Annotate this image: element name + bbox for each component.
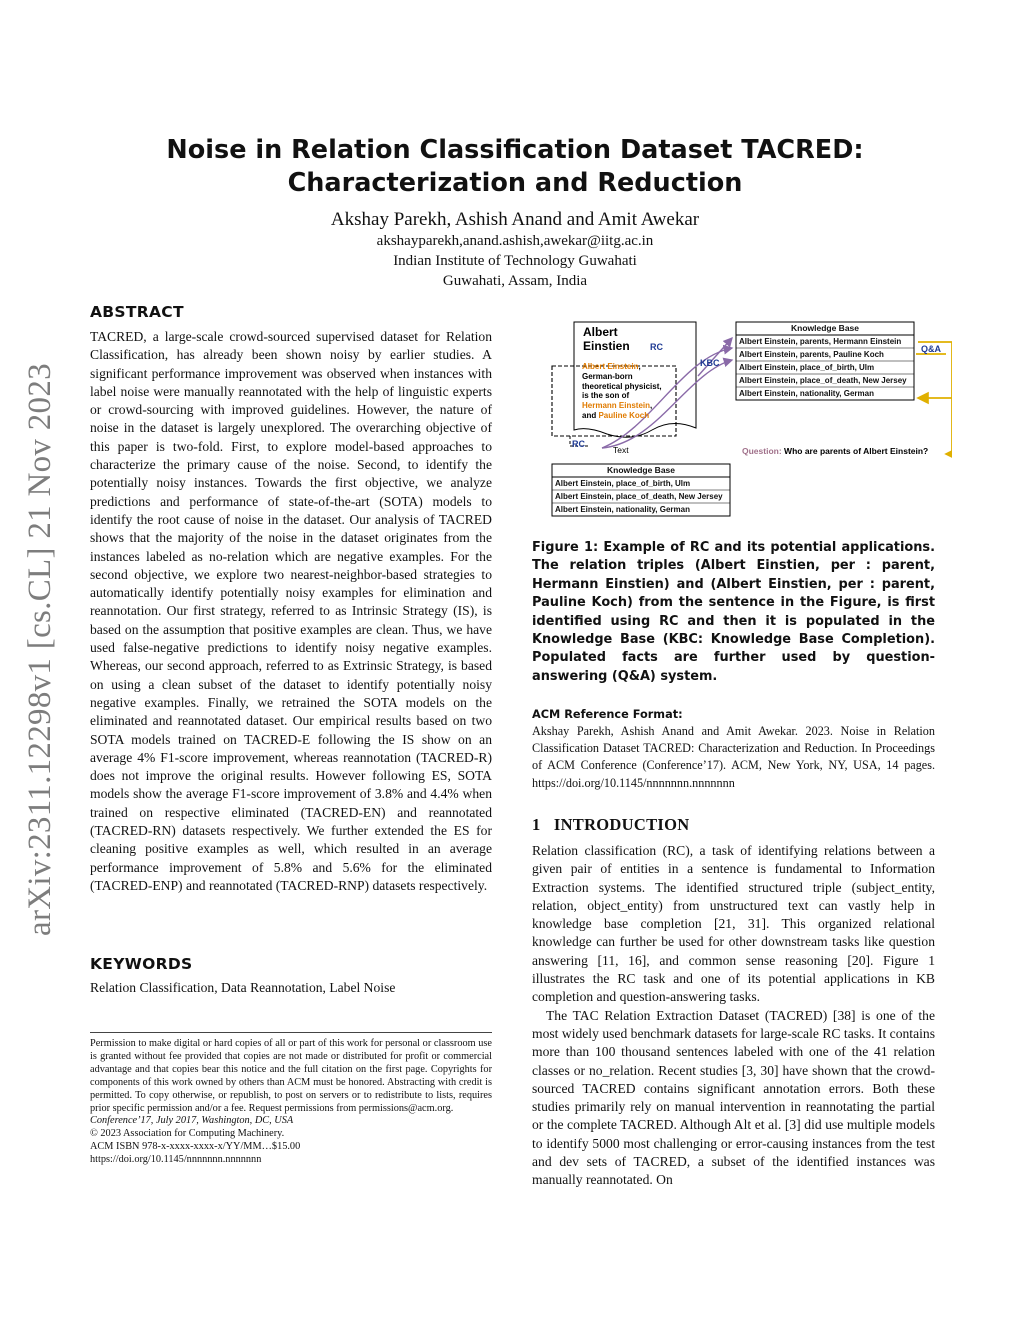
abstract-heading: ABSTRACT xyxy=(90,303,184,321)
acm-reference xyxy=(532,708,935,792)
introduction-text xyxy=(532,842,935,1190)
footnote-rule xyxy=(90,1032,492,1033)
doc-title-line-1: Albert xyxy=(583,325,618,339)
question-label: Question: xyxy=(742,446,782,456)
kb-bottom-heading: Knowledge Base xyxy=(606,465,676,475)
kb-top-row: Albert Einstein, place_of_death, New Jersey xyxy=(739,376,907,385)
sentence-snippet: Albert Einstein, German-born theoretical physicist, is the son of Hermann Einstein, and Pauline Koch xyxy=(582,362,662,420)
rc-label-bottom: RC xyxy=(572,439,585,449)
kb-bottom-row: Albert Einstein, place_of_birth, Ulm xyxy=(555,479,691,488)
title-line-1: Noise in Relation Classification Dataset TACRED: xyxy=(166,135,864,165)
kb-top-heading: Knowledge Base xyxy=(790,323,860,333)
keywords-text: Relation Classification, Data Reannotation, Label Noise xyxy=(90,980,396,995)
entity-hermann: Hermann Einstein xyxy=(582,401,651,411)
snippet-line-2: German-born xyxy=(582,371,633,381)
copyright-line: © 2023 Association for Computing Machinery. xyxy=(90,1128,285,1140)
authors: Akshay Parekh, Ashish Anand and Amit Awekar xyxy=(330,209,700,230)
entity-albert: Albert Einstein xyxy=(582,362,639,371)
doc-title-line-2: Einstien xyxy=(583,339,630,353)
figure-1 xyxy=(532,318,952,523)
acm-reference-text: Akshay Parekh, Ashish Anand and Amit Awekar. 2023. Noise in Relation Classification Dataset TACRED: Characterization and Reduction. In Proceedings of ACM Conference (Conference’17). ACM, New York, NY, USA, 14 pages. https://doi.org/10.1145/nnnnnnn.nnnnnnn xyxy=(532,724,935,790)
intro-paragraph-2: The TAC Relation Extraction Dataset (TACRED) [38] is one of the most widely used benchmark datasets for large-scale RC tasks. It contains more than 100 thousand sentences labeled with one of the 41 relation classes or no_relation. Recent studies [3, 30] have shown that the crowd-sourced TACRED contains significant annotation errors. Both these studies primarily rely on manual intervention in reannotating the partial or the complete TACRED. Although Alt et al. [3] did use multiple models to identify 5000 most challenging or error-causing instances from the test and dev sets of TACRED, a subset of the identified instances was manually reannotated. On xyxy=(532,1007,935,1188)
section-title: INTRODUCTION xyxy=(553,815,690,834)
introduction-heading xyxy=(532,815,935,835)
title-line-2: Characterization and Reduction xyxy=(287,168,743,198)
snippet-line-4: is the son of xyxy=(582,391,630,401)
qa-label: Q&A xyxy=(921,344,941,354)
snippet-line-3: theoretical physicist, xyxy=(582,381,662,391)
abstract-section xyxy=(90,303,492,895)
abstract-text xyxy=(90,328,492,895)
kbc-label: KBC xyxy=(700,358,720,368)
kb-bottom-row: Albert Einstein, place_of_death, New Jersey xyxy=(555,492,723,501)
conference-info: Conference’17, July 2017, Washington, DC, USA xyxy=(90,1115,294,1127)
section-number: 1 xyxy=(532,815,541,834)
kb-top-row: Albert Einstein, place_of_birth, Ulm xyxy=(739,363,875,372)
kbc-arrow xyxy=(698,338,732,376)
permission-text: Permission to make digital or hard copies of all or part of this work for personal or classroom use is granted without fee provided that copies are not made or distributed for profit or commercial advantage and that copies bear this notice and the full citation on the first page. Copyrights for components of this work owned by others than ACM must be honored. Abstracting with credit is permitted. To copy otherwise, or republish, to post on servers or to redistribute to lists, requires prior specific permission and/or a fee. Request permissions from permissions@acm.org. xyxy=(90,1038,492,1114)
entity-pauline: Pauline Koch xyxy=(598,410,650,420)
isbn-line: ACM ISBN 978-x-xxxx-xxxx-x/YY/MM…$15.00 xyxy=(90,1141,301,1153)
figure-caption: Figure 1: Example of RC and its potential applications. The relation triples (Albert Einstien, per : parent, Hermann Einstien) and (Albert Einstien, per : parent, Pauline Koch) from the sentence in the Figure, is first identified using RC and then it is populated in the Knowledge Base (KBC: Knowledge Base Completion). Populated facts are further used by question-answering (Q&A) system. xyxy=(532,540,935,684)
author-institution: Indian Institute of Technology Guwahati xyxy=(393,253,637,269)
kb-top-row: Albert Einstein, parents, Pauline Koch xyxy=(739,350,884,359)
rc-label-top: RC xyxy=(650,342,663,352)
doi-line: https://doi.org/10.1145/nnnnnnn.nnnnnnn xyxy=(90,1154,262,1166)
kb-top-row: Albert Einstein, nationality, German xyxy=(739,389,874,398)
keywords-heading: KEYWORDS xyxy=(90,955,193,973)
author-location: Guwahati, Assam, India xyxy=(442,273,588,289)
abstract-paragraph: TACRED, a large-scale crowd-sourced supervised dataset for Relation Classification, has already been shown noisy by earlier studies. A significant performance improvement was observed when instances with label noise were manually reannotated with the help of linguistic experts or crowd-sourcing with improved guidelines. However, the nature of noise in the dataset is largely unexplored. The overarching objective of this paper is two-fold. First, to explore model-based approaches to characterize the primary cause of the noise. Second, to identify the potentially noisy instances. Towards the first objective, we analyze predictions and performance of state-of-the-art (SOTA) models to identify the root cause of noise in the dataset. Our analysis of TACRED shows that the majority of the noise in the dataset originates from the instances labeled as no-relation which are negative examples. For the second objective, we explore two nearest-neighbor-based strategies to automatically identify potentially noisy examples for elimination and reannotation. Our first strategy, referred to as Intrinsic Strategy (IS), is based on the assumption that positive examples are clean. Thus, we have used false-negative predictions to identify noisy negative examples. Whereas, our second approach, referred to as Extrinsic Strategy, is based on using a clean subset of the dataset to identify potentially noisy negative examples. Finally, we retrained the SOTA models on the eliminated and reannotated dataset. Our empirical results based on two SOTA models trained on TACRED-E following the IS show on an average 4% F1-score improvement, whereas reannotation (TACRED-R) does not improve the original results. However following ES, SOTA models show the average F1-score improvement of 3.8% and 4.4% when trained on respective eliminated (TACRED-EN) and reannotated (TACRED-RN) datasets respectively. We further extended the ES for cleaning positive examples as well, which resulted in an average performance improvement of 5.8% and 5.6% for the eliminated (TACRED-ENP) and reannotated (TACRED-RNP) datasets respectively. xyxy=(90,329,492,893)
question-text: Who are parents of Albert Einstein? xyxy=(784,446,929,456)
intro-paragraph-1: Relation classification (RC), a task of identifying relations between a given pair of entities in a sentence is fundamental to Information Extraction systems. The identified structured triple (subject_entity, relation, object_entity) from unstructured text can vastly help in knowledge base completion [21, 31]. This organized relational knowledge can further be used for other downstream tasks like question answering [11, 16], and common sense reasoning [20]. Figure 1 illustrates the RC task and one of its potential applications in KB completion and question-answering tasks. xyxy=(532,843,935,1005)
kb-top-row: Albert Einstein, parents, Hermann Einstein xyxy=(739,337,902,346)
keywords-section xyxy=(90,955,492,997)
question xyxy=(742,446,928,456)
text-label: Text xyxy=(613,445,629,455)
kb-bottom-row: Albert Einstein, nationality, German xyxy=(555,505,690,514)
permission-block xyxy=(90,1038,492,1167)
introduction-section xyxy=(532,815,935,1190)
acm-reference-heading: ACM Reference Format: xyxy=(532,708,683,721)
doc-title xyxy=(583,325,630,353)
author-email: akshayparekh,anand.ashish,awekar@iitg.ac.in xyxy=(376,233,654,249)
arxiv-identifier: arXiv:2311.12298v1 [cs.CL] 21 Nov 2023 xyxy=(22,363,58,936)
paper-title xyxy=(100,134,930,200)
